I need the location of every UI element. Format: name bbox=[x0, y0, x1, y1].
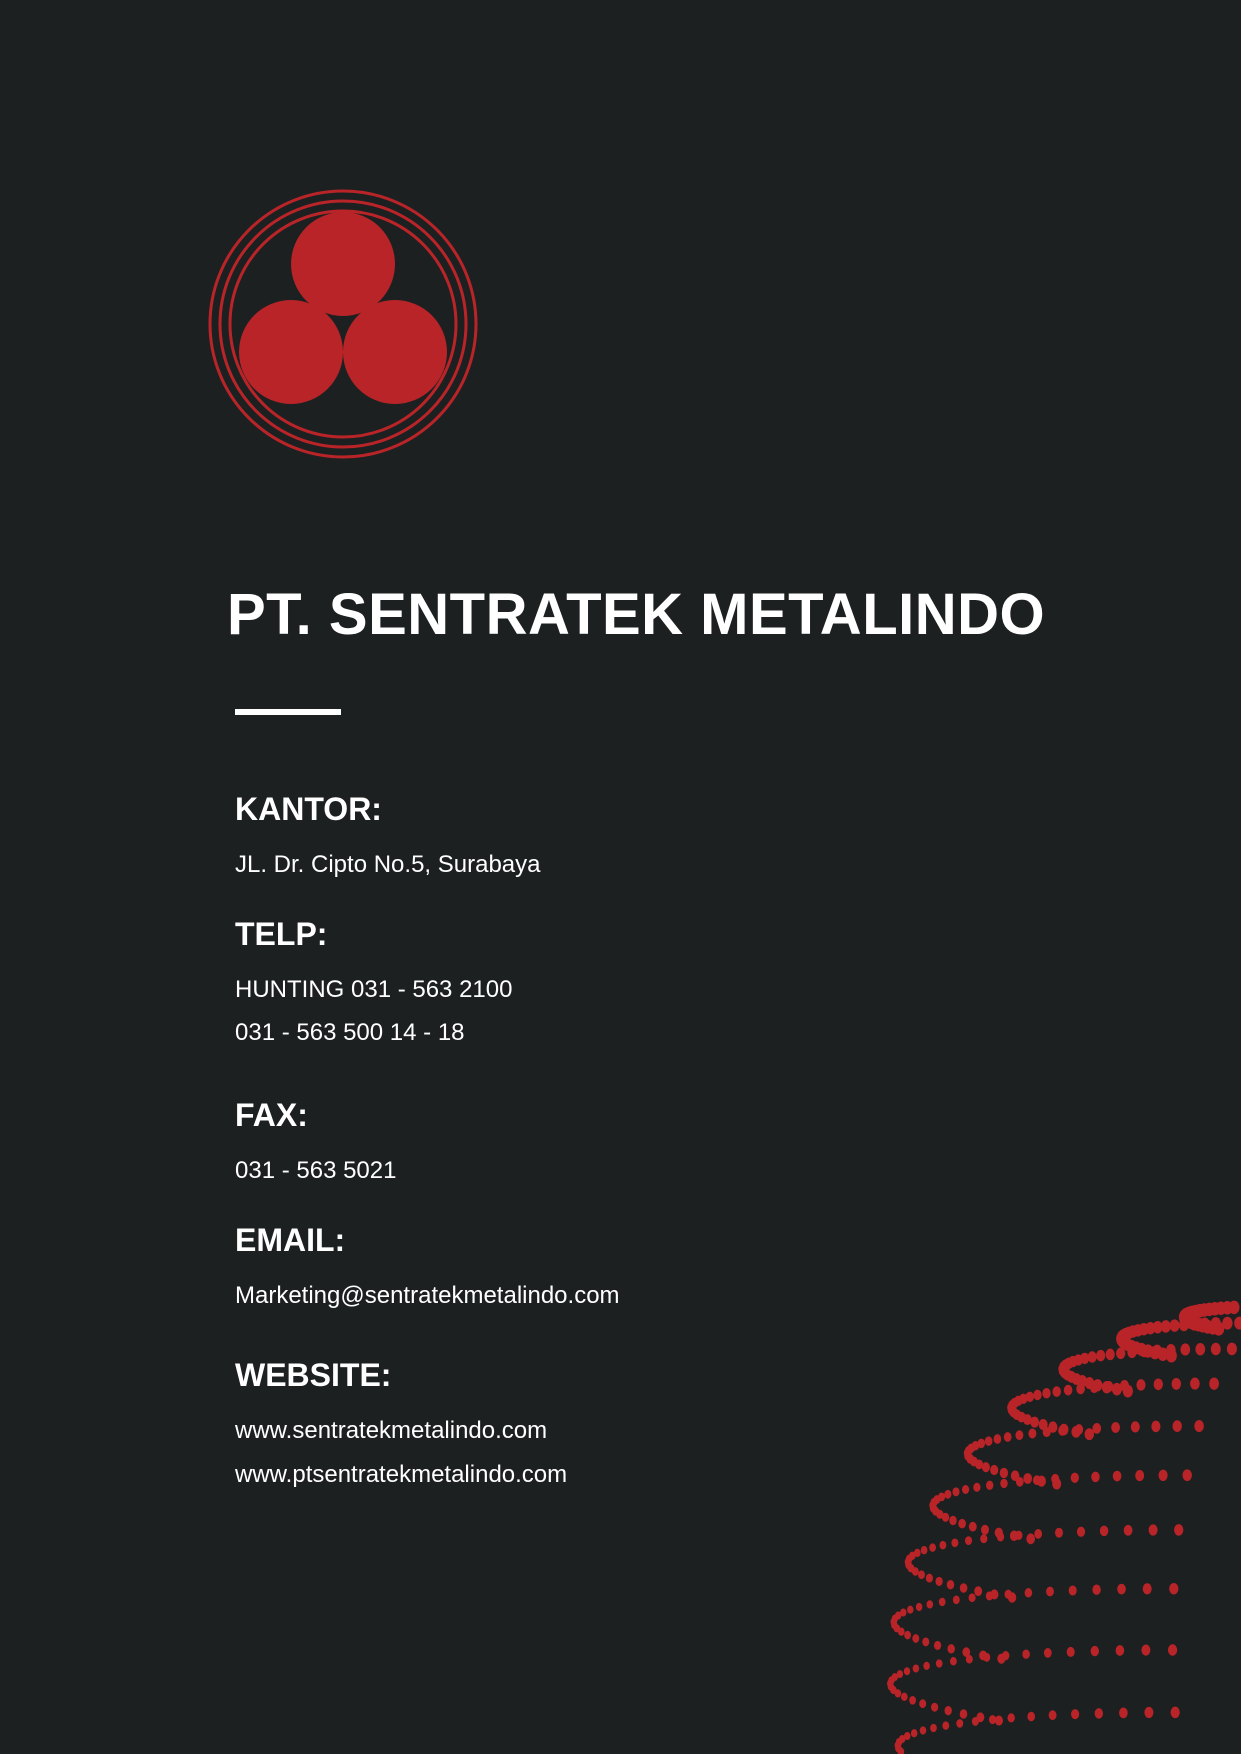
globe-dot bbox=[965, 1536, 972, 1545]
globe-dot bbox=[1113, 1471, 1122, 1482]
globe-dot bbox=[1004, 1432, 1012, 1442]
globe-dot bbox=[1127, 1346, 1136, 1358]
globe-dot bbox=[1168, 1644, 1177, 1655]
globe-dot bbox=[922, 1637, 929, 1646]
globe-dot bbox=[947, 1644, 954, 1653]
globe-dot bbox=[990, 1465, 998, 1475]
globe-dot bbox=[1096, 1350, 1105, 1361]
globe-dot bbox=[1124, 1525, 1133, 1536]
globe-dot bbox=[936, 1659, 943, 1667]
globe-dot bbox=[916, 1603, 923, 1611]
globe-dot bbox=[1194, 1420, 1204, 1432]
globe-dot bbox=[1069, 1585, 1077, 1595]
globe-dot bbox=[1000, 1479, 1008, 1488]
globe-dot bbox=[1119, 1708, 1128, 1719]
globe-dot bbox=[931, 1703, 938, 1712]
globe-dot bbox=[1227, 1343, 1237, 1356]
globe-dot bbox=[920, 1726, 927, 1734]
globe-dot bbox=[1139, 1345, 1148, 1357]
globe-dot bbox=[944, 1490, 951, 1499]
globe-dot bbox=[952, 1487, 959, 1496]
globe-dot bbox=[1190, 1378, 1200, 1390]
globe-dot bbox=[1222, 1317, 1232, 1330]
globe-dot bbox=[1100, 1526, 1108, 1537]
globe-dot bbox=[1117, 1584, 1126, 1595]
globe-dot bbox=[949, 1516, 957, 1525]
globe-dot bbox=[1116, 1645, 1125, 1656]
globe-dot bbox=[1120, 1380, 1129, 1391]
globe-dot bbox=[1135, 1470, 1144, 1481]
dotted-globe-decoration bbox=[720, 1230, 1241, 1754]
globe-dot bbox=[923, 1662, 930, 1670]
globe-dot bbox=[939, 1541, 946, 1550]
globe-dot bbox=[1022, 1649, 1030, 1658]
globe-dot bbox=[939, 1598, 946, 1606]
globe-dot bbox=[942, 1721, 949, 1729]
globe-dot bbox=[994, 1434, 1002, 1444]
globe-dot bbox=[911, 1729, 918, 1737]
globe-dot bbox=[1090, 1382, 1099, 1393]
globe-dot bbox=[935, 1577, 942, 1586]
globe-dot bbox=[1016, 1477, 1024, 1487]
globe-dot bbox=[1030, 1417, 1039, 1428]
globe-dot bbox=[1007, 1713, 1014, 1722]
globe-dot bbox=[929, 1543, 936, 1551]
office-address: JL. Dr. Cipto No.5, Surabaya bbox=[235, 851, 541, 878]
globe-dot bbox=[1095, 1708, 1103, 1718]
globe-dot bbox=[958, 1519, 966, 1529]
globe-dot bbox=[1154, 1378, 1163, 1390]
globe-dot bbox=[926, 1600, 933, 1608]
globe-dot bbox=[1200, 1318, 1210, 1331]
globe-dot bbox=[1091, 1472, 1099, 1483]
globe-dot bbox=[953, 1596, 960, 1605]
globe-dot bbox=[919, 1699, 926, 1708]
globe-dot bbox=[1166, 1344, 1176, 1356]
globe-dot bbox=[1000, 1468, 1008, 1478]
globe-dot bbox=[1058, 1425, 1066, 1435]
globe-dot bbox=[1075, 1424, 1083, 1435]
globe-dot bbox=[972, 1717, 979, 1726]
globe-dot bbox=[901, 1693, 908, 1701]
globe-dot bbox=[960, 1709, 968, 1719]
globe-dot bbox=[960, 1583, 968, 1593]
globe-dot bbox=[912, 1567, 919, 1576]
email-address: Marketing@sentratekmetalindo.com bbox=[235, 1282, 620, 1309]
globe-dot bbox=[1144, 1707, 1153, 1718]
globe-dot bbox=[1151, 1421, 1160, 1432]
globe-dot bbox=[1052, 1386, 1060, 1397]
fax-label: FAX: bbox=[235, 1097, 308, 1133]
globe-dot bbox=[1023, 1473, 1032, 1484]
globe-dot bbox=[951, 1538, 958, 1547]
globe-dot bbox=[956, 1719, 963, 1728]
globe-dot bbox=[1143, 1583, 1152, 1594]
globe-dot bbox=[1076, 1383, 1085, 1394]
globe-dot bbox=[1046, 1587, 1054, 1597]
email-label: EMAIL: bbox=[235, 1222, 346, 1258]
globe-dot bbox=[1179, 1319, 1189, 1332]
globe-dot bbox=[969, 1593, 976, 1602]
globe-dot bbox=[980, 1534, 987, 1543]
website-primary: www.sentratekmetalindo.com bbox=[235, 1417, 548, 1444]
globe-dot bbox=[1026, 1533, 1035, 1544]
globe-dot bbox=[1111, 1422, 1120, 1433]
globe-dot bbox=[1152, 1345, 1162, 1357]
globe-dot bbox=[1116, 1347, 1125, 1359]
globe-dot bbox=[1141, 1645, 1150, 1656]
globe-dot bbox=[1071, 1709, 1079, 1719]
globe-dot bbox=[966, 1655, 973, 1664]
globe-dot bbox=[1189, 1318, 1199, 1331]
office-label: KANTOR: bbox=[235, 791, 382, 827]
globe-dot bbox=[947, 1580, 954, 1589]
globe-dot bbox=[913, 1664, 919, 1672]
globe-dot bbox=[926, 1574, 933, 1583]
globe-dot bbox=[921, 1546, 928, 1554]
website-label: WEBSITE: bbox=[235, 1357, 392, 1393]
globe-dot bbox=[1028, 1429, 1036, 1439]
globe-dot bbox=[1172, 1378, 1181, 1390]
globe-dot bbox=[1034, 1529, 1042, 1539]
globe-dot bbox=[1085, 1428, 1095, 1440]
globe-dot bbox=[1159, 1470, 1168, 1481]
globe-dot bbox=[1064, 1385, 1073, 1396]
globe-dot bbox=[1002, 1651, 1009, 1660]
globe-dot bbox=[1071, 1473, 1079, 1483]
globe-dot bbox=[1104, 1381, 1113, 1392]
globe-dot bbox=[942, 1513, 949, 1522]
globe-dot bbox=[1106, 1349, 1115, 1361]
globe-dot bbox=[1173, 1420, 1182, 1432]
globe-dot bbox=[1182, 1469, 1191, 1481]
globe-dot bbox=[1051, 1474, 1059, 1484]
globe-dot bbox=[1044, 1648, 1052, 1658]
globe-dot bbox=[982, 1462, 990, 1472]
fax-number: 031 - 563 5021 bbox=[235, 1157, 397, 1184]
globe-dot bbox=[1033, 1390, 1041, 1400]
globe-dot bbox=[1211, 1343, 1221, 1356]
globe-dot bbox=[907, 1606, 913, 1614]
globe-dot bbox=[1180, 1343, 1190, 1355]
website-secondary: www.ptsentratekmetalindo.com bbox=[235, 1461, 568, 1488]
globe-dot bbox=[1174, 1524, 1183, 1536]
globe-dot bbox=[1136, 1379, 1145, 1390]
globe-dot bbox=[1005, 1590, 1012, 1599]
globe-dot bbox=[1091, 1646, 1099, 1656]
globe-dot bbox=[983, 1653, 990, 1662]
globe-dot bbox=[898, 1628, 905, 1636]
globe-dot bbox=[1170, 1319, 1180, 1332]
globe-dot bbox=[981, 1525, 989, 1535]
globe-dot bbox=[969, 1522, 977, 1532]
globe-dot bbox=[950, 1657, 957, 1666]
globe-dot bbox=[1092, 1584, 1100, 1594]
globe-dot bbox=[1015, 1531, 1023, 1540]
globe-dot bbox=[1077, 1527, 1085, 1537]
globe-dot bbox=[1067, 1647, 1075, 1657]
phone-other: 031 - 563 500 14 - 18 bbox=[235, 1019, 465, 1046]
globe-dot bbox=[1149, 1524, 1158, 1535]
globe-dot bbox=[1211, 1317, 1221, 1330]
globe-dot bbox=[1209, 1377, 1219, 1389]
globe-dot bbox=[974, 1586, 982, 1596]
title-divider bbox=[235, 709, 341, 715]
globe-dot bbox=[904, 1667, 910, 1675]
globe-dot bbox=[986, 1591, 993, 1600]
globe-dot bbox=[986, 1481, 993, 1490]
globe-dot bbox=[1171, 1707, 1180, 1719]
globe-dot bbox=[909, 1696, 916, 1705]
globe-dot bbox=[1131, 1421, 1140, 1432]
globe-dot bbox=[985, 1436, 993, 1446]
globe-dot bbox=[1169, 1583, 1178, 1595]
phone-label: TELP: bbox=[235, 916, 328, 952]
globe-dot bbox=[973, 1483, 980, 1492]
globe-dot bbox=[1033, 1475, 1041, 1485]
phone-hunting: HUNTING 031 - 563 2100 bbox=[235, 976, 513, 1003]
globe-dot bbox=[1234, 1317, 1241, 1330]
company-name: PT. SENTRATEK METALINDO bbox=[227, 582, 1046, 647]
globe-dot bbox=[1042, 1388, 1050, 1399]
globe-dot bbox=[912, 1634, 919, 1643]
globe-dot bbox=[997, 1532, 1004, 1541]
company-logo-icon bbox=[207, 188, 479, 460]
globe-dot bbox=[1093, 1423, 1102, 1434]
globe-dot bbox=[918, 1570, 925, 1579]
globe-dot bbox=[1043, 1427, 1051, 1437]
globe-dot bbox=[1195, 1343, 1205, 1355]
globe-dot bbox=[1049, 1710, 1057, 1720]
globe-dot bbox=[945, 1706, 952, 1715]
globe-dot bbox=[962, 1485, 969, 1494]
globe-dot bbox=[904, 1631, 911, 1639]
globe-dot bbox=[1025, 1588, 1033, 1598]
globe-dot bbox=[1055, 1528, 1063, 1538]
globe-dot bbox=[930, 1724, 937, 1732]
globe-dot bbox=[934, 1641, 941, 1650]
globe-dot bbox=[1027, 1712, 1035, 1722]
globe-dot bbox=[895, 1689, 902, 1697]
globe-dot bbox=[1015, 1430, 1023, 1440]
globe-dot bbox=[989, 1715, 996, 1724]
globe-dot bbox=[975, 1459, 983, 1469]
